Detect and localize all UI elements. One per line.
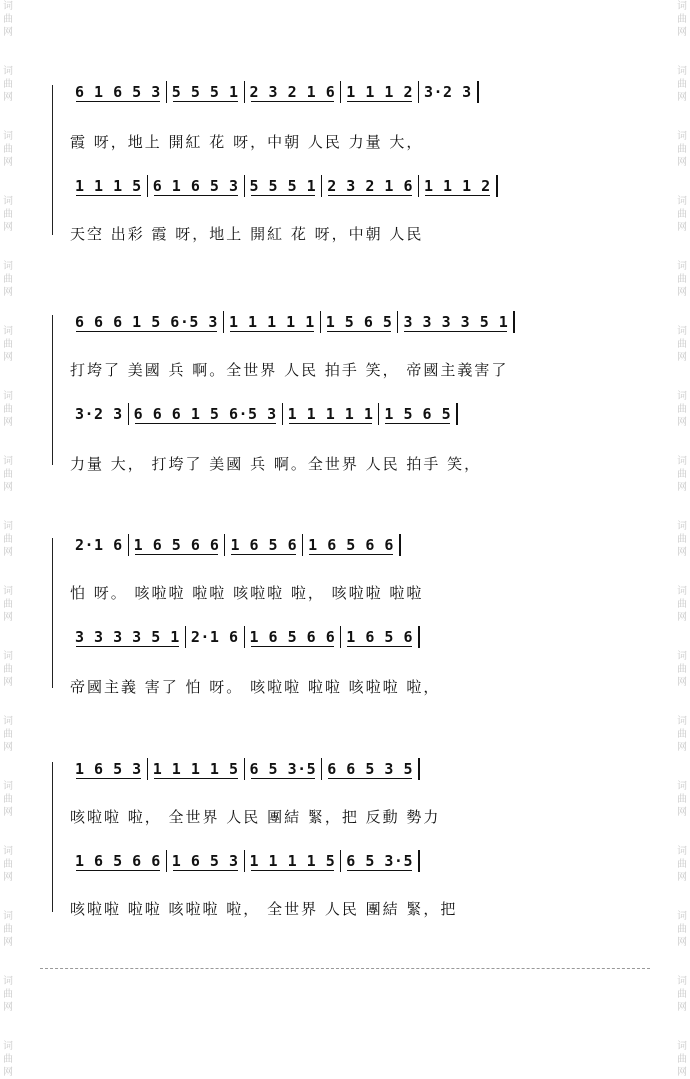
measure: 1 1 1 1 5 [245,850,342,872]
measure: 3·2 3 [70,403,129,425]
measure: 1 6 5 6 6 [245,626,342,648]
voice-2-lyrics: 帝國主義 害了 怕 呀。 咳啦啦 啦啦 咳啦啦 啦， [70,678,441,696]
measure: 1 1 1 1 1 [224,311,321,333]
measure: 1 6 5 3 [70,758,148,780]
measure: 1 6 5 6 6 [70,850,167,872]
voice-1-lyrics: 霞 呀，地上 開紅 花 呀，中朝 人民 力量 大， [70,133,424,151]
measure: 2 3 2 1 6 [245,81,342,103]
measure: 3 3 3 3 5 1 [398,311,515,333]
measure: 1 6 5 6 6 [129,534,226,556]
measure: 1 1 1 1 5 [148,758,245,780]
measure: 1 6 5 6 [341,626,420,648]
measure: 3·2 3 [419,81,479,103]
voice-2-lyrics: 力量 大， 打垮了 美國 兵 啊。全世界 人民 拍手 笑， [70,455,482,473]
measure: 6 1 6 5 3 [148,175,245,197]
measure: 5 5 5 1 [167,81,245,103]
measure: 1 6 5 3 [167,850,245,872]
measure: 1 6 5 6 [225,534,303,556]
voice-2-lyrics: 天空 出彩 霞 呀，地上 開紅 花 呀，中朝 人民 [70,225,424,243]
system-bracket [52,315,63,465]
measure: 6 5 3·5 [341,850,420,872]
voice-2-lyrics: 咳啦啦 啦啦 咳啦啦 啦， 全世界 人民 團結 緊，把 [70,900,458,918]
measure: 1 1 1 2 [419,175,498,197]
measure: 1 1 1 2 [341,81,419,103]
measure: 6 6 6 1 5 6·5 3 [70,311,224,333]
watermark-left: 词曲网 词曲网 词曲网 词曲网 词曲网 词曲网 词曲网 词曲网 词曲网 词曲网 词曲网 词曲网 词曲网 词曲网 词曲网 词曲网 词曲网 [3,1,13,1078]
bottom-rule [40,968,650,969]
voice-1-notation [70,758,648,780]
measure: 1 1 1 5 [70,175,148,197]
voice-2-notation [70,175,648,197]
measure: 3 3 3 3 5 1 [70,626,186,648]
voice-2-notation [70,403,648,425]
measure: 6 6 6 1 5 6·5 3 [129,403,283,425]
voice-1-notation [70,81,648,103]
measure: 2·1 6 [70,534,129,556]
voice-1-lyrics: 怕 呀。 咳啦啦 啦啦 咳啦啦 啦， 咳啦啦 啦啦 [70,584,424,602]
voice-1-notation [70,534,648,556]
measure: 6 5 3·5 [245,758,323,780]
voice-1-notation [70,311,648,333]
voice-2-notation [70,626,648,648]
voice-2-notation [70,850,648,872]
watermark-right: 词曲网 词曲网 词曲网 词曲网 词曲网 词曲网 词曲网 词曲网 词曲网 词曲网 词曲网 词曲网 词曲网 词曲网 词曲网 词曲网 词曲网 [677,1,687,1078]
system-bracket [52,762,63,912]
measure: 1 1 1 1 1 [283,403,380,425]
system-bracket [52,538,63,688]
measure: 1 5 6 5 [321,311,399,333]
measure: 1 5 6 5 [379,403,458,425]
voice-1-lyrics: 打垮了 美國 兵 啊。全世界 人民 拍手 笑， 帝國主義害了 [70,361,509,379]
measure: 2 3 2 1 6 [322,175,419,197]
measure: 1 6 5 6 6 [303,534,401,556]
voice-1-lyrics: 咳啦啦 啦， 全世界 人民 團結 緊，把 反動 勢力 [70,808,441,826]
measure: 2·1 6 [186,626,245,648]
measure: 6 6 5 3 5 [322,758,420,780]
measure: 5 5 5 1 [245,175,323,197]
measure: 6 1 6 5 3 [70,81,167,103]
system-bracket [52,85,63,235]
